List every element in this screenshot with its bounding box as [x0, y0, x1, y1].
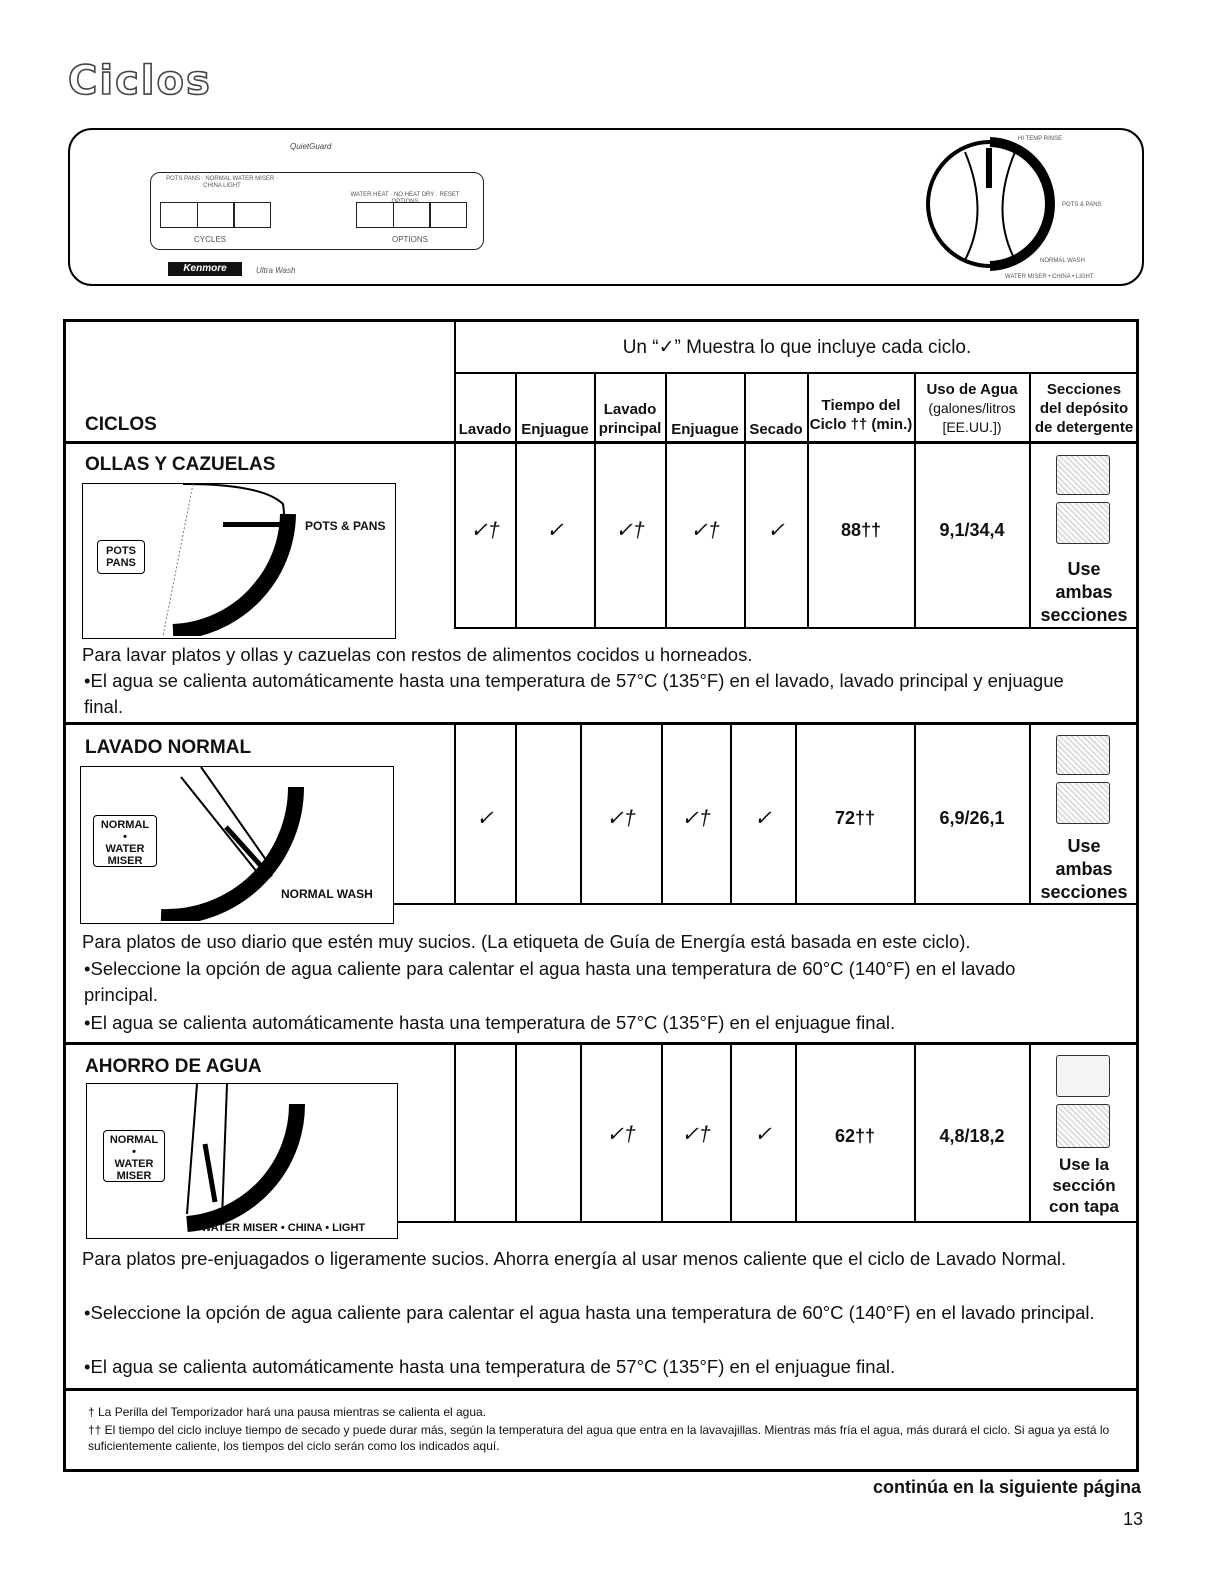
row-title-ollas: OLLAS Y CAZUELAS — [85, 454, 276, 475]
row-title-ahorro: AHORRO DE AGUA — [85, 1056, 262, 1077]
dial-label: NORMAL WASH — [281, 887, 373, 901]
water-use: 6,9/26,1 — [939, 808, 1005, 828]
footnote-2: †† El tiempo del ciclo incluye tiempo de secado y puede durar más, según la temperatura del agua que entra en la lavavajillas. Mientras más fría el agua, más durará el ciclo. Si agua ya está lo suficientemente caliente, los tiempos del ciclo serán como los indicados aquí. — [88, 1423, 1110, 1453]
detergent-cup-icon — [1056, 1055, 1110, 1097]
detergent-note: Use la sección con tapa — [1049, 1155, 1119, 1216]
table-intro: Un “✓” Muestra lo que incluye cada ciclo. — [622, 337, 972, 358]
check-secado: ✓ — [754, 807, 772, 830]
normal-water-miser-button-icon: NORMAL • WATER MISER — [93, 815, 157, 867]
option-tiny-labels: WATER HEAT · NO HEAT DRY · RESET OPTIONS — [350, 192, 460, 205]
dial-label-watermiser: WATER MISER • CHINA • LIGHT — [1005, 274, 1094, 280]
col-uso-agua: Uso de Agua (galones/litros [EE.UU.]) — [926, 381, 1018, 435]
cycles-label: CYCLES — [193, 235, 226, 244]
page-title: Ciclos — [68, 58, 212, 104]
dial-label: WATER MISER • CHINA • LIGHT — [201, 1222, 366, 1234]
check-lavado: ✓ — [476, 807, 494, 830]
water-use: 4,8/18,2 — [939, 1126, 1005, 1146]
continue-note: continúa en la siguiente página — [872, 1477, 1141, 1497]
check-enjuague-2: ✓† — [681, 807, 711, 830]
dial-label-off: HI TEMP RINSE — [1018, 136, 1063, 142]
check-secado: ✓ — [767, 519, 785, 542]
check-enjuague-2: ✓† — [681, 1123, 711, 1146]
ultrawash-label: Ultra Wash — [256, 266, 296, 275]
detergent-cup-icon — [1056, 735, 1110, 775]
row-bullet: •Seleccione la opción de agua caliente para calentar el agua hasta una temperatura de 60°C (140°F) en el lavado principal. — [84, 958, 1016, 1005]
dial-label: POTS & PANS — [305, 519, 386, 533]
row-desc: Para platos pre-enjuagados o ligeramente sucios. Ahorra energía al usar menos caliente que el ciclo de Lavado Normal. — [82, 1248, 1067, 1269]
row-desc: Para platos de uso diario que estén muy sucios. (La etiqueta de Guía de Energía está basada en este ciclo). — [82, 931, 971, 952]
detergent-cup-icon — [1056, 502, 1110, 544]
page-number: 13 — [1122, 1509, 1143, 1529]
row-title-normal: LAVADO NORMAL — [85, 737, 252, 758]
footnote-1: † La Perilla del Temporizador hará una pausa mientras se calienta el agua. — [88, 1405, 487, 1419]
detergent-cup-icon — [1056, 1104, 1110, 1148]
check-lavado-principal: ✓† — [606, 807, 636, 830]
options-label: OPTIONS — [391, 235, 428, 244]
pots-pans-button-icon: POTS PANS — [97, 540, 145, 574]
row-bullet: •El agua se calienta automáticamente hasta una temperatura de 57°C (135°F) en el enjuague final. — [84, 1356, 896, 1377]
quietguard-label: QuietGuard — [290, 142, 332, 151]
col-tiempo: Tiempo del Ciclo †† (min.) — [809, 397, 913, 433]
ciclos-header: CICLOS — [85, 414, 157, 435]
cycle-time: 72†† — [834, 808, 876, 828]
dial-label-normal: NORMAL WASH — [1040, 258, 1085, 264]
col-enjuague-2: Enjuague — [671, 421, 739, 438]
cycle-tiny-labels: POTS PANS · NORMAL WATER MISER · CHINA LIGHT — [166, 176, 278, 189]
col-secciones: Secciones del depósito de detergente — [1034, 381, 1134, 436]
col-enjuague: Enjuague — [521, 421, 589, 438]
check-lavado-principal: ✓† — [615, 519, 645, 542]
cycle-time: 88†† — [840, 520, 882, 540]
col-lavado-principal: Lavado principal — [598, 401, 662, 437]
check-lavado-principal: ✓† — [606, 1123, 636, 1146]
check-secado: ✓ — [754, 1123, 772, 1146]
row-bullet: •El agua se calienta automáticamente hasta una temperatura de 57°C (135°F) en el lavado, lavado principal y enjuague final. — [84, 670, 1064, 717]
col-secado: Secado — [749, 421, 803, 438]
detergent-cup-icon — [1056, 455, 1110, 495]
normal-illustration — [80, 766, 394, 924]
water-miser-illustration — [86, 1083, 398, 1239]
col-lavado: Lavado — [458, 421, 512, 438]
water-use: 9,1/34,4 — [939, 520, 1005, 540]
check-enjuague-2: ✓† — [690, 519, 720, 542]
cycle-time: 62†† — [834, 1126, 876, 1146]
detergent-note: Use ambas secciones — [1040, 559, 1128, 625]
detergent-cup-icon — [1056, 782, 1110, 824]
dial-label-pots: POTS & PANS — [1062, 202, 1102, 208]
check-lavado: ✓† — [470, 519, 500, 542]
detergent-note: Use ambas secciones — [1040, 836, 1128, 902]
kenmore-logo: Kenmore — [168, 262, 242, 276]
option-buttons — [356, 202, 466, 228]
row-bullet: •El agua se calienta automáticamente hasta una temperatura de 57°C (135°F) en el enjuague final. — [84, 1012, 896, 1033]
cycle-buttons — [160, 202, 270, 228]
check-enjuague: ✓ — [546, 519, 564, 542]
row-desc: Para lavar platos y ollas y cazuelas con restos de alimentos cocidos u horneados. — [82, 644, 753, 665]
normal-water-miser-button-icon: NORMAL • WATER MISER — [103, 1130, 165, 1182]
pots-illustration — [82, 483, 396, 639]
row-bullet: •Seleccione la opción de agua caliente para calentar el agua hasta una temperatura de 60°C (140°F) en el lavado principal. — [84, 1302, 1095, 1323]
